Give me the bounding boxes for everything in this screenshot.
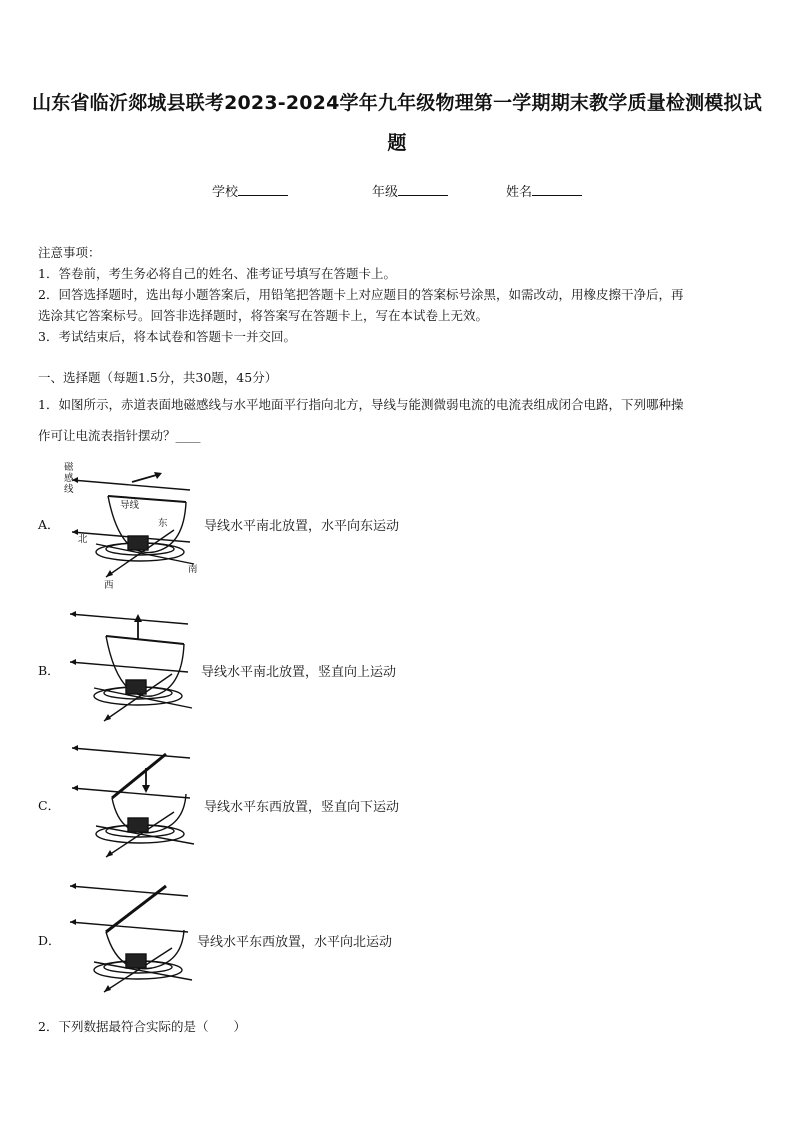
section-heading: 一、选择题（每题1.5分，共30题，45分） bbox=[38, 370, 278, 385]
name-field bbox=[506, 181, 582, 200]
option-d-text: 导线水平东西放置，水平向北运动 bbox=[197, 935, 393, 950]
name-blank bbox=[532, 183, 582, 196]
option-a-figure bbox=[62, 460, 202, 590]
notes-item-2-line2: 选涂其它答案标号。回答非选择题时，将答案写在答题卡上，写在本试卷上无效。 bbox=[38, 308, 489, 323]
option-c-figure bbox=[62, 738, 202, 868]
option-b-text: 导线水平南北放置，竖直向上运动 bbox=[201, 665, 397, 680]
school-label: 学校 bbox=[212, 185, 239, 200]
figure-label-wire: 导线 bbox=[120, 500, 140, 511]
q1-stem-line2: 作可让电流表指针摆动？____ bbox=[38, 428, 201, 443]
figure-label-east: 东 bbox=[158, 518, 168, 529]
notes-item-3: 3．考试结束后，将本试卷和答题卡一并交回。 bbox=[38, 329, 296, 344]
option-d-figure bbox=[60, 872, 200, 1002]
grade-blank bbox=[398, 183, 448, 196]
figure-label-field: 磁感线 bbox=[64, 462, 74, 495]
option-c-letter: C． bbox=[38, 798, 61, 813]
option-c-text: 导线水平东西放置，竖直向下运动 bbox=[204, 800, 400, 815]
q1-stem-line1: 1．如图所示，赤道表面地磁感线与水平地面平行指向北方，导线与能测微弱电流的电流表组成闭合电路，下列哪种操 bbox=[38, 397, 684, 412]
notes-item-1: 1．答卷前，考生务必将自己的姓名、准考证号填写在答题卡上。 bbox=[38, 266, 396, 281]
figure-label-north: 北 bbox=[78, 534, 88, 545]
notes-item-2-line1: 2．回答选择题时，选出每小题答案后，用铅笔把答题卡上对应题目的答案标号涂黑，如需改动，用橡皮擦干净后，再 bbox=[38, 287, 684, 302]
option-b-figure bbox=[60, 604, 200, 734]
grade-field bbox=[372, 181, 448, 200]
exam-title-line1: 山东省临沂郯城县联考2023-2024学年九年级物理第一学期期末教学质量检测模拟试 bbox=[32, 92, 762, 114]
q2-stem: 2．下列数据最符合实际的是（ ） bbox=[38, 1019, 246, 1034]
option-a-letter: A． bbox=[38, 517, 60, 532]
school-blank bbox=[238, 183, 288, 196]
option-a-text: 导线水平南北放置，水平向东运动 bbox=[204, 519, 400, 534]
figure-label-west: 西 bbox=[104, 580, 114, 590]
figure-label-south: 南 bbox=[188, 564, 198, 575]
school-field bbox=[212, 181, 288, 200]
option-b-letter: B． bbox=[38, 663, 60, 678]
name-label: 姓名 bbox=[506, 185, 533, 200]
grade-label: 年级 bbox=[372, 185, 399, 200]
exam-title-line2: 题 bbox=[387, 132, 407, 154]
notes-heading: 注意事项： bbox=[38, 245, 101, 260]
option-d-letter: D． bbox=[38, 933, 61, 948]
